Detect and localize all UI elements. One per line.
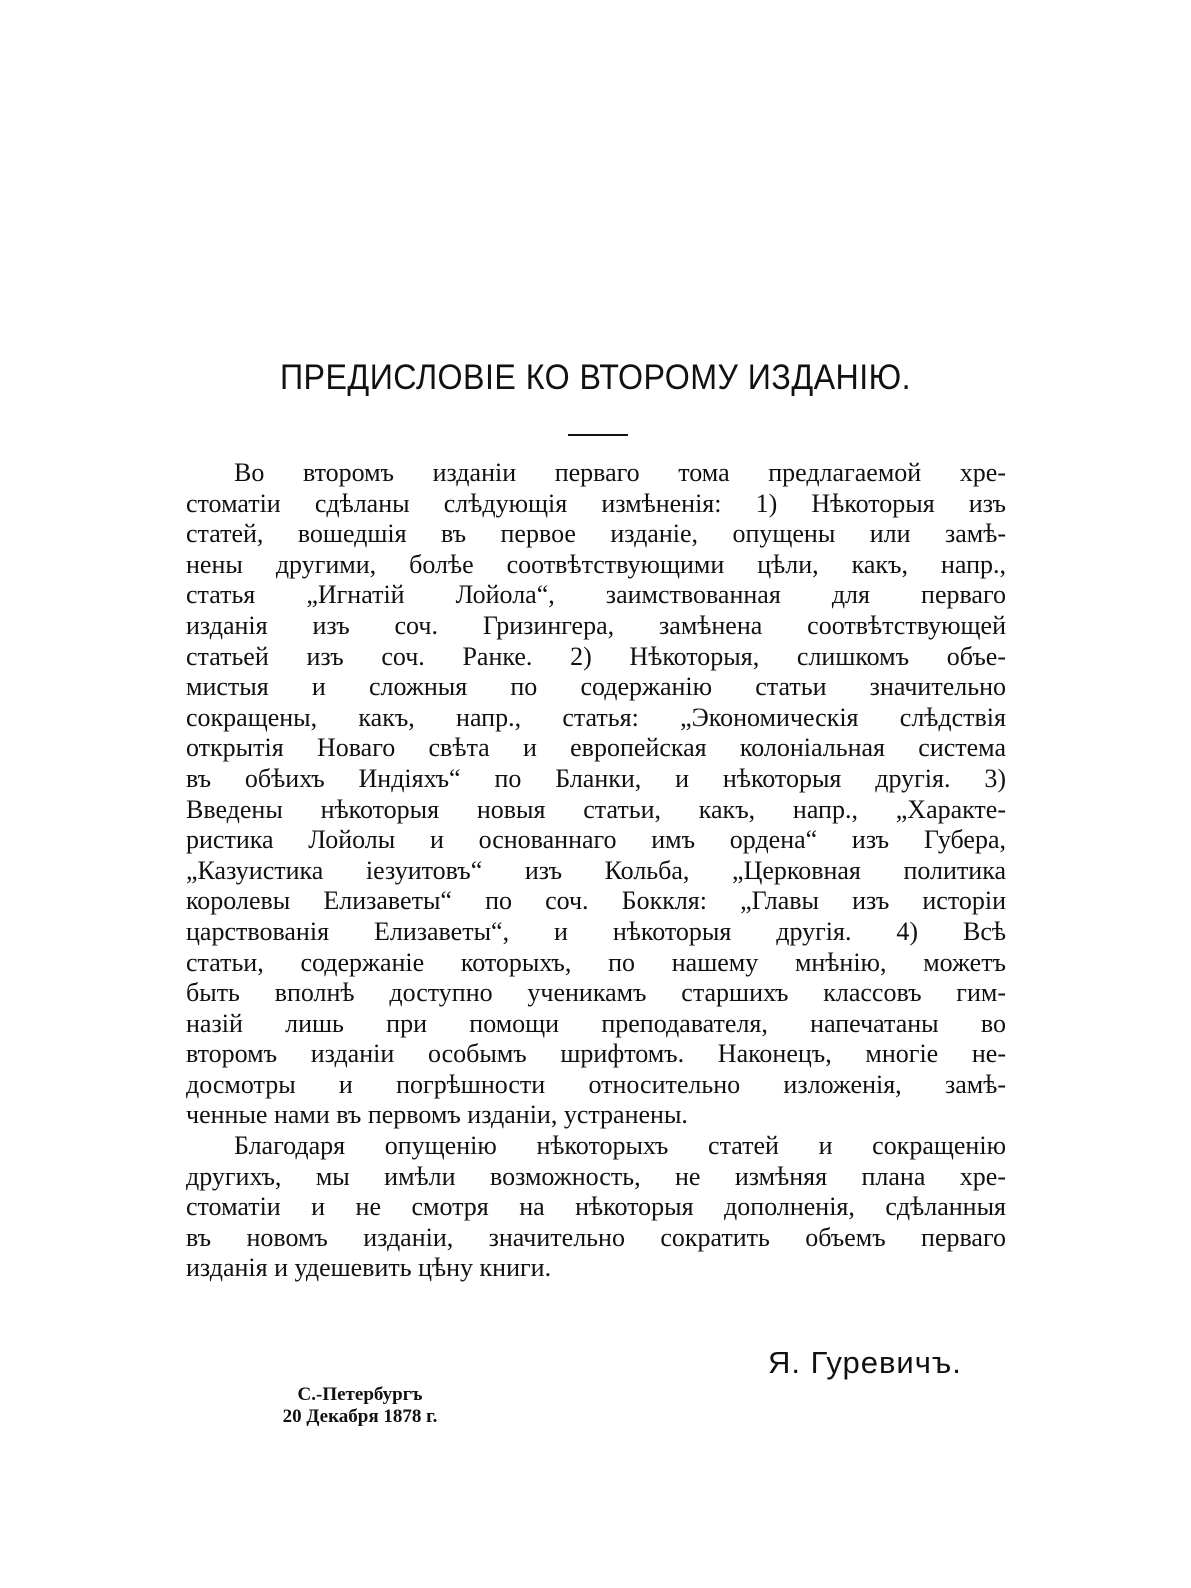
place-date-block (240, 1384, 480, 1428)
text-line: Введены нѣкоторыя новыя статьи, какъ, напр., „Характе- (186, 794, 1006, 824)
text-line: сокращены, какъ, напр., статья: „Экономическія слѣдствія (186, 702, 1006, 732)
text-line: другихъ, мы имѣли возможность, не измѣняя плана хре- (186, 1161, 1006, 1191)
text-line: изданія и удешевить цѣну книги. (186, 1253, 552, 1283)
text-line: ченные нами въ первомъ изданіи, устранены. (186, 1100, 688, 1130)
paragraph-1 (186, 458, 1006, 1131)
text-line: второмъ изданіи особымъ шрифтомъ. Наконецъ, многіе не- (186, 1039, 1006, 1069)
page-title: ПРЕДИСЛОВІЕ КО ВТОРОМУ ИЗДАНІЮ. (279, 358, 912, 397)
text-line: царствованія Елизаветы“, и нѣкоторыя другія. 4) Всѣ (186, 916, 1006, 946)
text-line: изданія изъ соч. Гризингера, замѣнена соотвѣтствующей (186, 610, 1006, 640)
text-line: статья „Игнатій Лойола“, заимствованная для перваго (186, 580, 1006, 610)
text-line: Во второмъ изданіи перваго тома предлагаемой хре- (234, 458, 1006, 487)
paragraph-2 (186, 1131, 1006, 1284)
text-line: статьей изъ соч. Ранке. 2) Нѣкоторыя, слишкомъ объе- (186, 641, 1006, 671)
text-line: открытія Новаго свѣта и европейская колоніальная система (186, 733, 1006, 763)
preface-body (186, 458, 1006, 1284)
text-line: мистыя и сложныя по содержанію статьи значительно (186, 672, 1006, 702)
text-line: статей, вошедшія въ первое изданіе, опущены или замѣ- (186, 519, 1006, 549)
text-line: „Казуистика іезуитовъ“ изъ Кольба, „Церковная политика (186, 855, 1006, 885)
date-line: 20 Декабря 1878 г. (282, 1406, 438, 1427)
text-line: досмотры и погрѣшности относительно изложенія, замѣ- (186, 1069, 1006, 1099)
text-line: нены другими, болѣе соотвѣтствующими цѣли, какъ, напр., (186, 549, 1006, 579)
text-line: въ обѣихъ Индіяхъ“ по Бланки, и нѣкоторыя другія. 3) (186, 763, 1006, 793)
author-signature: Я. Гуревичъ. (768, 1345, 962, 1380)
title-divider (568, 434, 628, 436)
place-line: С.-Петербургъ (297, 1384, 423, 1405)
text-line: назій лишь при помощи преподавателя, напечатаны во (186, 1008, 1006, 1038)
text-line: стоматіи сдѣланы слѣдующія измѣненія: 1) Нѣкоторыя изъ (186, 488, 1006, 518)
text-line: въ новомъ изданіи, значительно сократить объемъ перваго (186, 1222, 1006, 1252)
text-line: статьи, содержаніе которыхъ, по нашему мнѣнію, можетъ (186, 947, 1006, 977)
text-line: ристика Лойолы и основаннаго имъ ордена“ изъ Губера, (186, 825, 1006, 855)
text-line: Благодаря опущенію нѣкоторыхъ статей и сокращенію (234, 1131, 1006, 1161)
text-line: королевы Елизаветы“ по соч. Боккля: „Главы изъ исторіи (186, 886, 1006, 916)
text-line: быть вполнѣ доступно ученикамъ старшихъ классовъ гим- (186, 978, 1006, 1008)
text-line: стоматіи и не смотря на нѣкоторыя дополненія, сдѣланныя (186, 1192, 1006, 1222)
